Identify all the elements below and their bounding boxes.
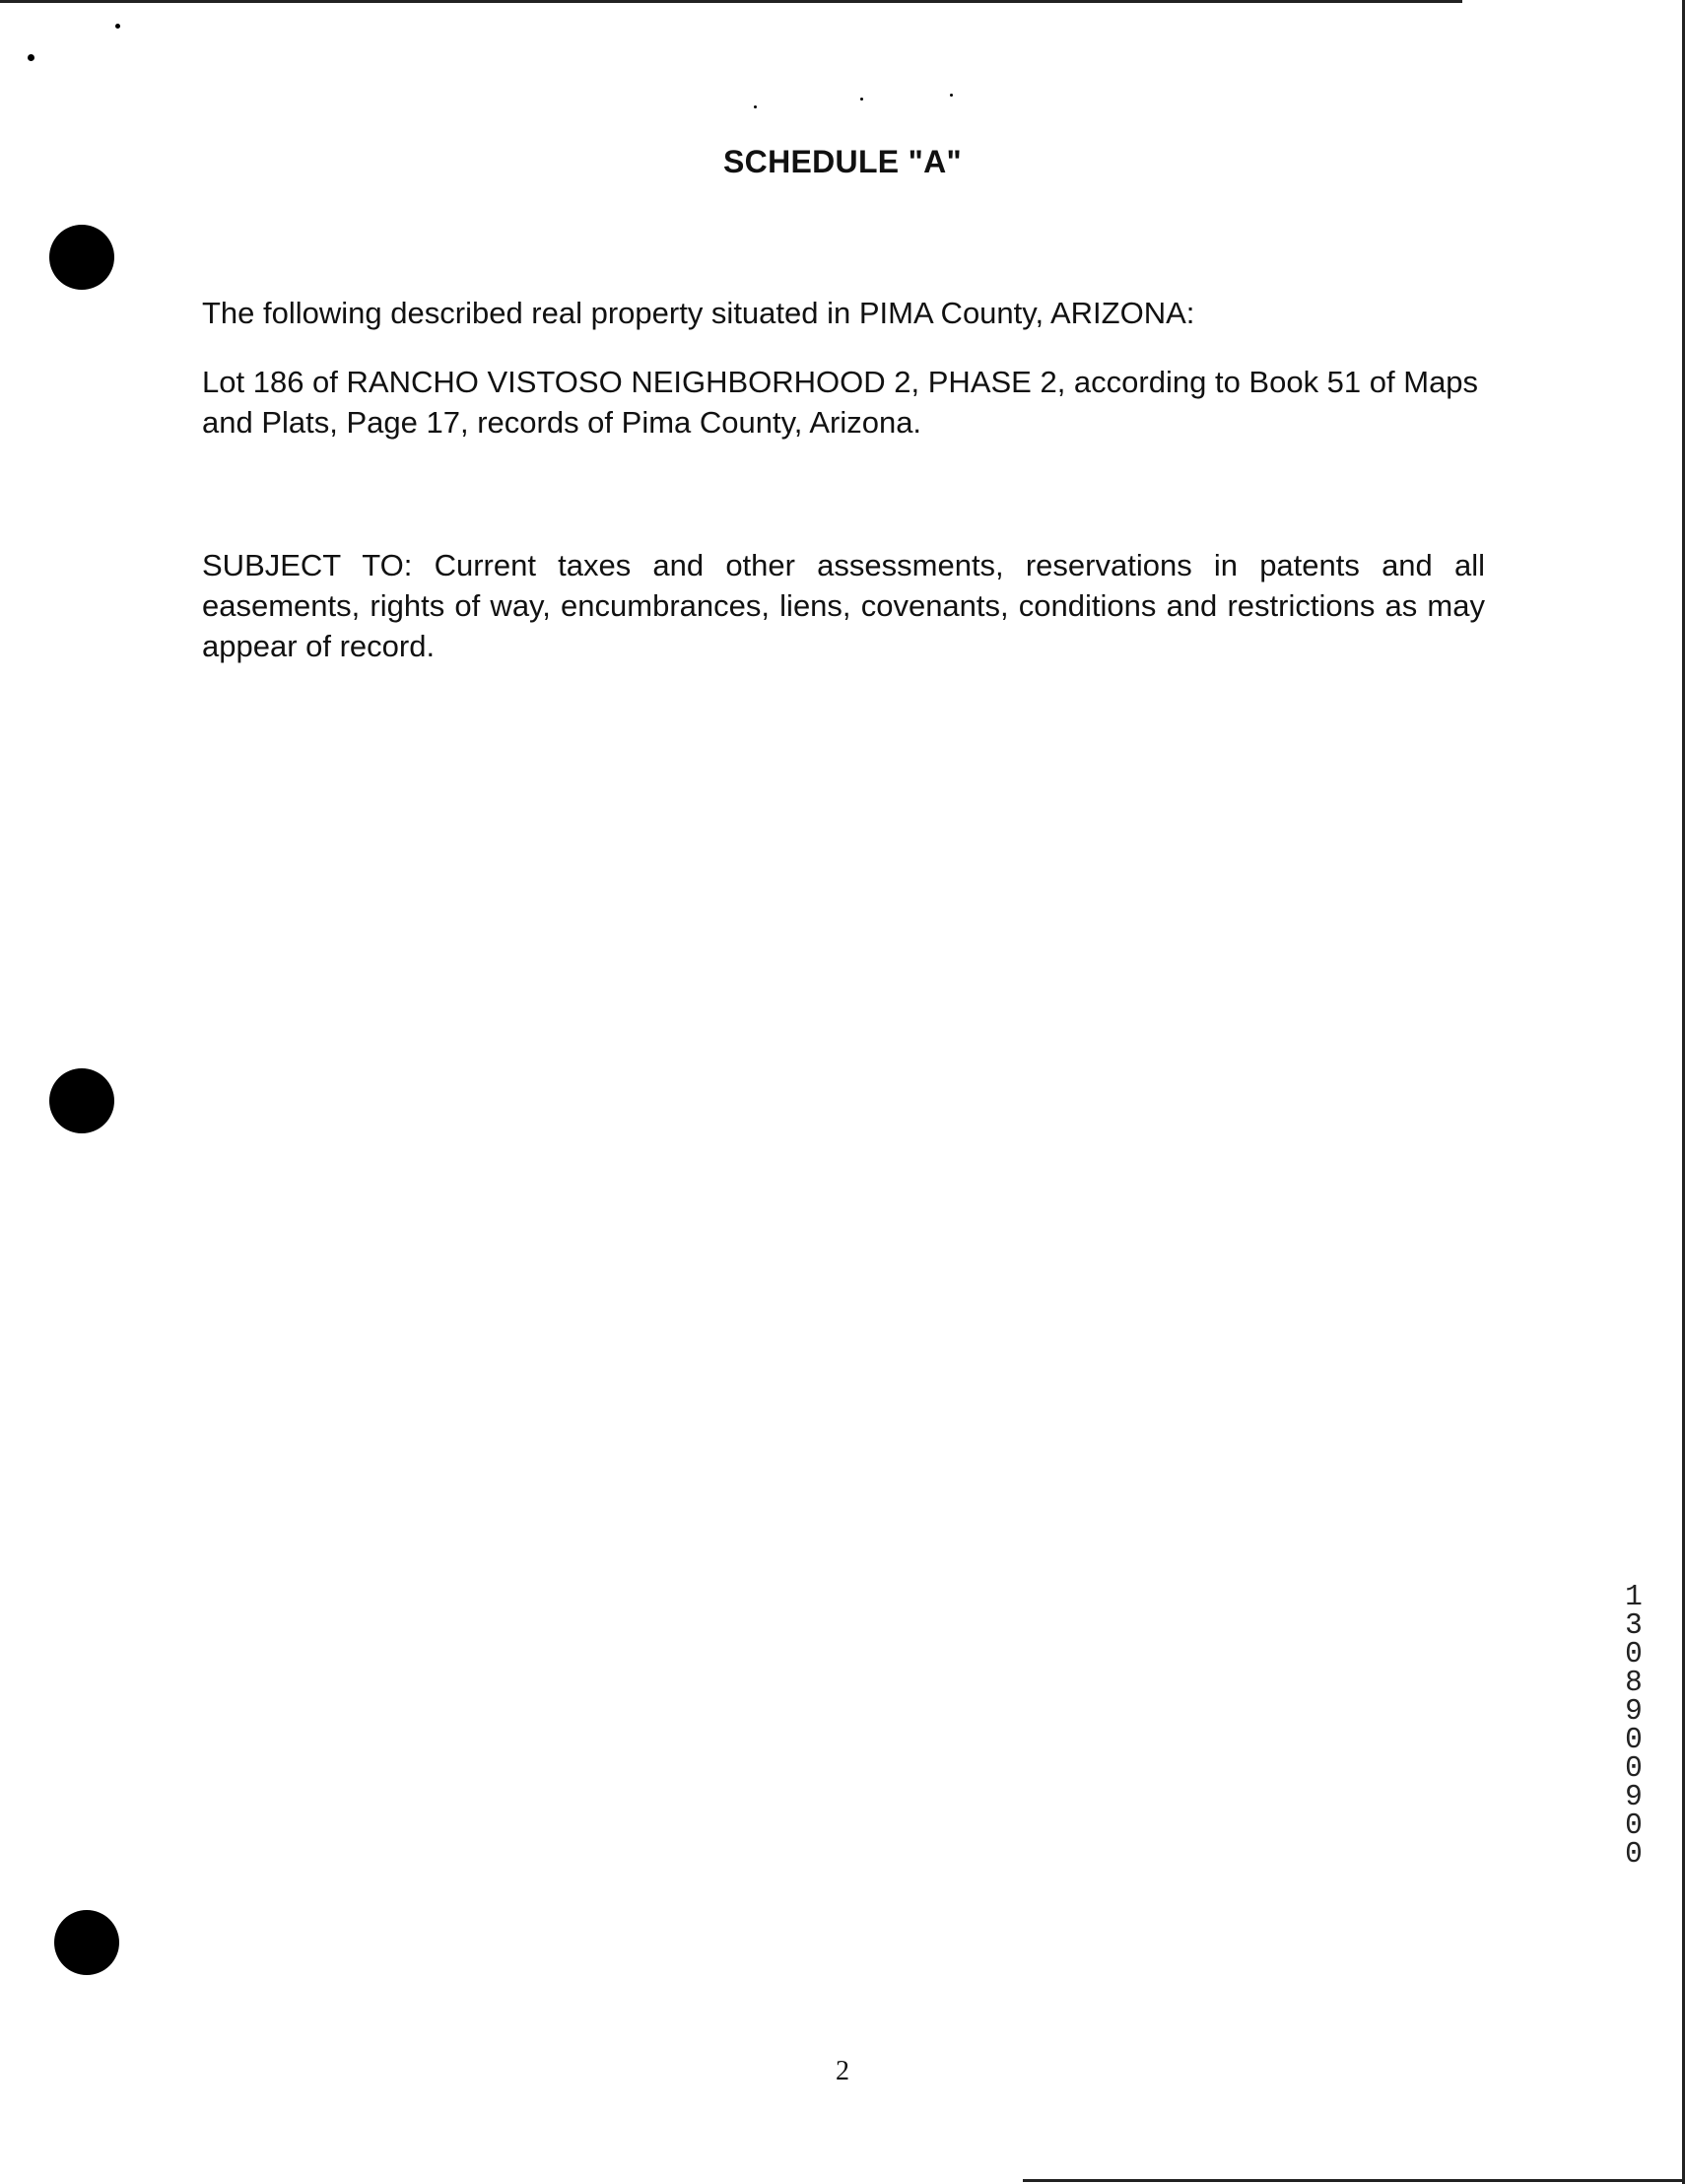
recording-number: 13089 00900 bbox=[1625, 1580, 1643, 1872]
punch-hole-middle bbox=[49, 1068, 114, 1133]
scan-speck bbox=[115, 24, 120, 29]
punch-hole-bottom bbox=[54, 1910, 119, 1975]
property-intro: The following described real property situated in PIMA County, ARIZONA: bbox=[202, 296, 1195, 330]
page-number: 2 bbox=[836, 2056, 849, 2086]
scan-speck bbox=[950, 94, 953, 97]
scan-speck bbox=[860, 98, 863, 101]
scan-speck bbox=[754, 105, 757, 108]
scan-speck bbox=[28, 54, 34, 61]
scan-edge-top bbox=[0, 0, 1462, 3]
punch-hole-top bbox=[49, 225, 114, 290]
legal-description: Lot 186 of RANCHO VISTOSO NEIGHBORHOOD 2, PHASE 2, according to Book 51 of Maps and Plats, Page 17, records of Pima County, Arizona. bbox=[202, 365, 1479, 440]
scan-edge-bottom bbox=[1023, 2179, 1685, 2182]
schedule-title: SCHEDULE "A" bbox=[723, 144, 962, 179]
subject-to-clause: SUBJECT TO: Current taxes and other assessments, reservations in patents and all easements, rights of way, encumbrances, liens, covenants, conditions and restrictions as may appear of record. bbox=[202, 548, 1485, 663]
